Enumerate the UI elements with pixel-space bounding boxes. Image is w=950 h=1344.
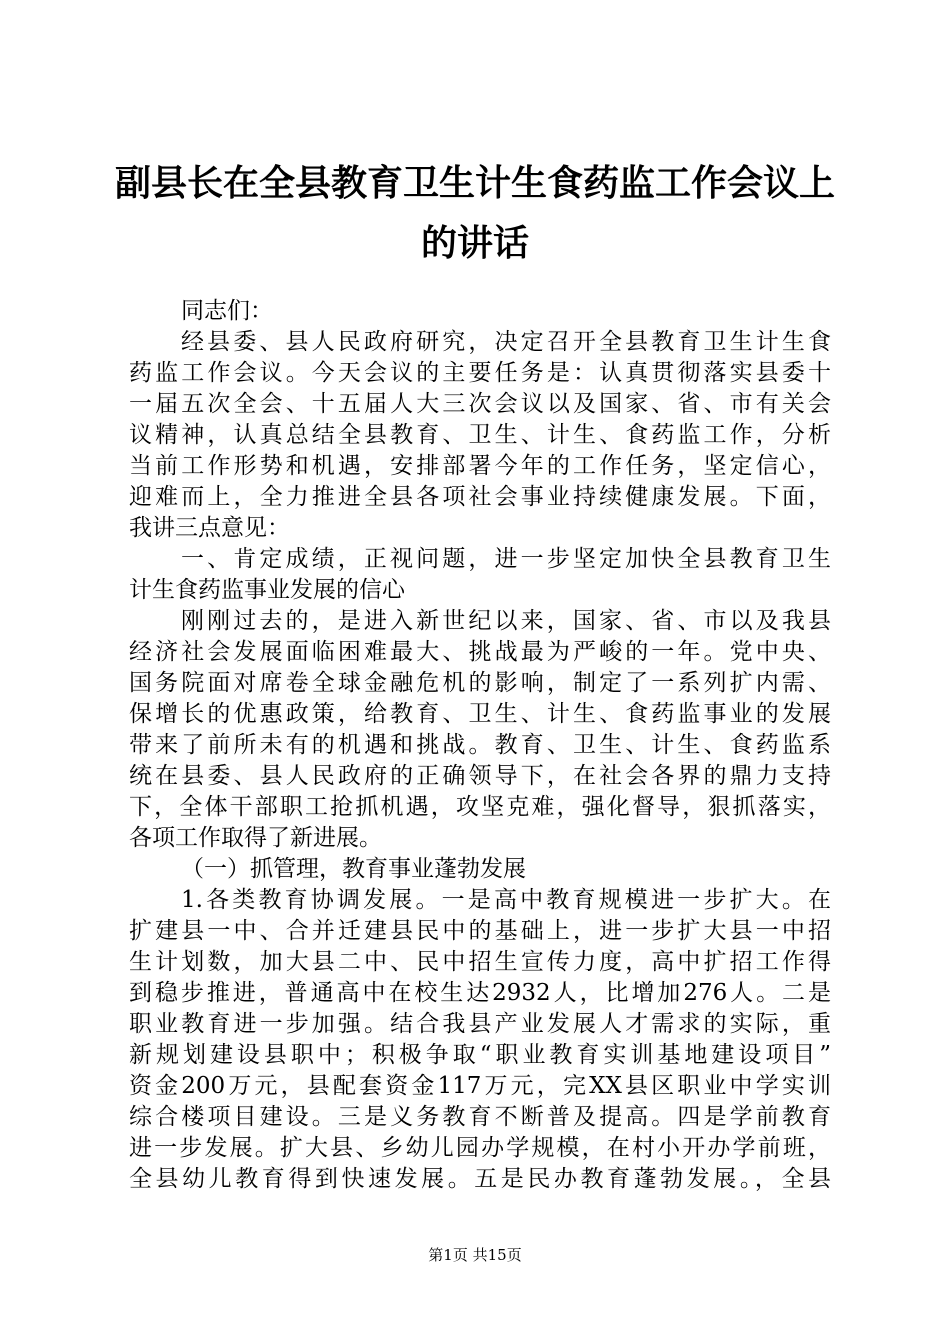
document-body — [129, 296, 831, 1195]
paragraph-line: 到稳步推进，普通高中在校生达2932人，比增加276人。二是 — [129, 980, 831, 1006]
document-title-line-2: 的讲话 — [420, 223, 529, 264]
paragraph-line: 扩建县一中、合并迁建县民中的基础上，进一步扩大县一中招 — [129, 918, 831, 944]
page-number-footer: 第1页 共15页 — [428, 1246, 522, 1264]
paragraph-line: 刚刚过去的，是进入新世纪以来，国家、省、市以及我县 — [181, 608, 831, 634]
paragraph-line: 经济社会发展面临困难最大、挑战最为严峻的一年。党中央、 — [129, 639, 831, 665]
paragraph-line: 当前工作形势和机遇，安排部署今年的工作任务，坚定信心， — [129, 453, 831, 479]
paragraph-line: 进一步发展。扩大县、乡幼儿园办学规模，在村小开办学前班， — [129, 1135, 831, 1161]
paragraph-line: 下，全体干部职工抢抓机遇，攻坚克难，强化督导，狠抓落实， — [129, 794, 831, 820]
document-title-line-1: 副县长在全县教育卫生计生食药监工作会议上 — [114, 163, 835, 204]
paragraph-line: 1.各类教育协调发展。一是高中教育规模进一步扩大。在 — [181, 887, 831, 913]
paragraph-line: 药监工作会议。今天会议的主要任务是：认真贯彻落实县委十 — [129, 360, 831, 386]
paragraph-line: 我讲三点意见： — [129, 515, 290, 541]
paragraph-line: 国务院面对席卷全球金融危机的影响，制定了一系列扩内需、 — [129, 670, 831, 696]
paragraph-line: 统在县委、县人民政府的正确领导下，在社会各界的鼎力支持 — [129, 763, 831, 789]
subsection-heading: （一）抓管理，教育事业蓬勃发展 — [181, 856, 526, 882]
paragraph-line: 全县幼儿教育得到快速发展。五是民办教育蓬勃发展。，全县 — [129, 1166, 831, 1192]
paragraph-line: 各项工作取得了新进展。 — [129, 825, 382, 851]
paragraph-line: 新规划建设县职中；积极争取“职业教育实训基地建设项目” — [129, 1042, 831, 1068]
section-heading-line: 计生食药监事业发展的信心 — [129, 577, 405, 603]
paragraph-line: 综合楼项目建设。三是义务教育不断普及提高。四是学前教育 — [129, 1104, 831, 1130]
paragraph-line: 经县委、县人民政府研究，决定召开全县教育卫生计生食 — [181, 329, 831, 355]
paragraph-line: 一届五次全会、十五届人大三次会议以及国家、省、市有关会 — [129, 391, 831, 417]
paragraph-line: 议精神，认真总结全县教育、卫生、计生、食药监工作，分析 — [129, 422, 831, 448]
paragraph-line: 职业教育进一步加强。结合我县产业发展人才需求的实际，重 — [129, 1011, 831, 1037]
section-heading-line: 一、肯定成绩，正视问题，进一步坚定加快全县教育卫生 — [181, 546, 831, 572]
paragraph-line: 带来了前所未有的机遇和挑战。教育、卫生、计生、食药监系 — [129, 732, 831, 758]
salutation: 同志们： — [181, 298, 273, 324]
paragraph-line: 资金200万元，县配套资金117万元，完XX县区职业中学实训 — [129, 1073, 831, 1099]
paragraph-line: 生计划数，加大县二中、民中招生宣传力度，高中扩招工作得 — [129, 949, 831, 975]
paragraph-line: 迎难而上，全力推进全县各项社会事业持续健康发展。下面， — [129, 484, 831, 510]
paragraph-line: 保增长的优惠政策，给教育、卫生、计生、食药监事业的发展 — [129, 701, 831, 727]
